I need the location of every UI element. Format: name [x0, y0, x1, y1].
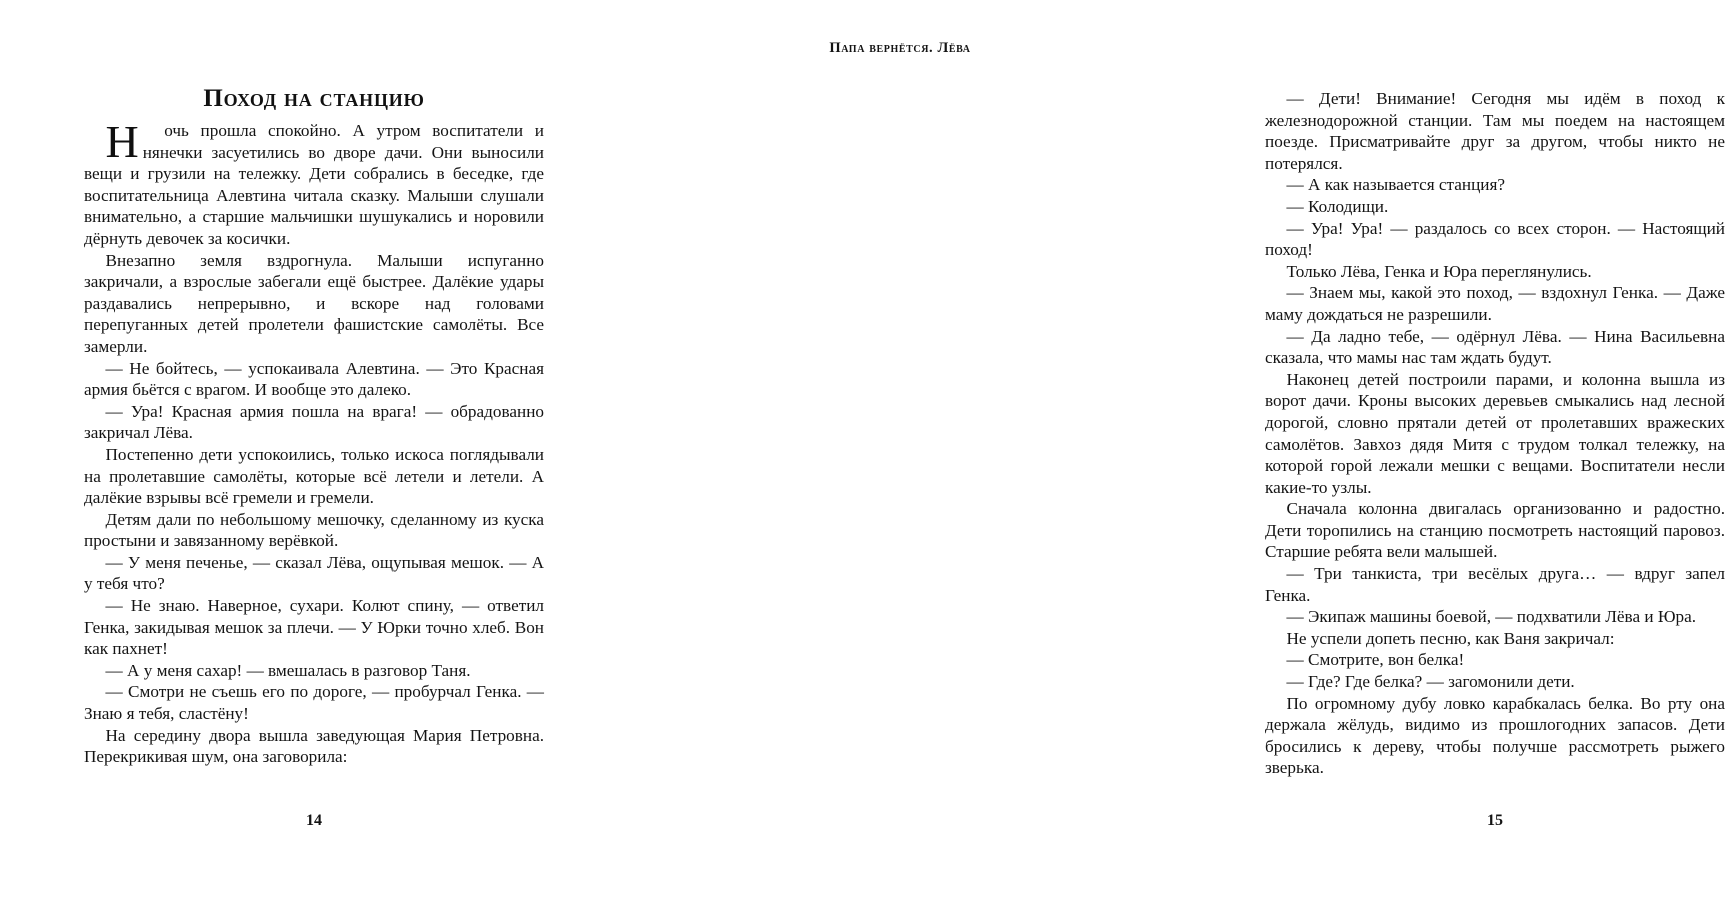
paragraph: — Ура! Красная армия пошла на врага! — обрадованно закричал Лёва. — [84, 401, 544, 443]
page-number-left: 14 — [306, 812, 322, 829]
paragraph: — Экипаж машины боевой, — подхватили Лёва и Юра. — [1286, 607, 1697, 627]
paragraph: — Три танкиста, три весёлых друга… — вдруг запел Генка. — [1265, 564, 1725, 605]
paragraph: Только Лёва, Генка и Юра переглянулись. — [1286, 261, 1592, 281]
chapter-title: Поход на станцию — [203, 84, 425, 112]
drop-cap-letter: Н — [105, 116, 139, 167]
paragraph: — А у меня сахар! — вмешалась в разговор Таня. — [105, 660, 471, 680]
paragraph: — Не знаю. Наверное, сухари. Колют спину, — ответил Генка, закидывая мешок за плечи. — У Юрки точно хлеб. Вон как пахнет! — [84, 596, 544, 659]
paragraph: Наконец детей построили парами, и колонна вышла из ворот дачи. Кроны высоких деревьев смыкались над лесной дорогой, словно прятали детей от пролетавших вражеских самолётов. Завхоз дядя Митя с трудом толкал тележку, на которой горой лежали мешки с вещами. Воспитатели несли какие-то узлы. — [1265, 369, 1725, 497]
paragraph: — Смотри не съешь его по дороге, — пробурчал Генка. — Знаю я тебя, сластёну! — [84, 682, 544, 724]
paragraph: — Дети! Внимание! Сегодня мы идём в поход к железнодорожной станции. Там мы поедем на настоящем поезде. Присматривайте друг за другом, чтобы никто не потерялся. — [1265, 89, 1725, 173]
paragraph-dropcap — [84, 116, 544, 250]
paragraph: — У меня печенье, — сказал Лёва, ощупывая мешок. — А у тебя что? — [84, 552, 544, 594]
paragraph: Не успели допеть песню, как Ваня закричал: — [1286, 628, 1615, 648]
body-column-right — [1265, 88, 1725, 779]
paragraph: — Колодищи. — [1286, 196, 1389, 216]
paragraph: — А как называется станция? — [1286, 175, 1506, 195]
paragraph: Детям дали по небольшому мешочку, сделанному из куска простыни и завязанному верёвкой. — [84, 509, 544, 551]
running-head-right: Папа вернётся. Лёва — [829, 40, 971, 56]
paragraph: — Знаем мы, какой это поход, — вздохнул Генка. — Даже маму дождаться не разрешили. — [1265, 283, 1725, 324]
body-column-left — [84, 116, 544, 768]
paragraph: Сначала колонна двигалась организованно и радостно. Дети торопились на станцию посмотреть настоящий паровоз. Старшие ребята вели малышей. — [1265, 499, 1725, 562]
paragraph: — Где? Где белка? — загомонили дети. — [1286, 672, 1575, 692]
paragraph: Внезапно земля вздрогнула. Малыши испуганно закричали, а взрослые забегали ещё быстрее. Далёкие удары раздавались непрерывно, и вскоре над головами перепуганных детей пролетели фашистские самолёты. Все замерли. — [84, 250, 544, 356]
paragraph: — Не бойтесь, — успокаивала Алевтина. — Это Красная армия бьётся с врагом. И вообще это далеко. — [84, 358, 544, 400]
page-right — [600, 0, 1725, 900]
paragraph: — Смотрите, вон белка! — [1286, 650, 1465, 670]
paragraph: Постепенно дети успокоились, только искоса поглядывали на пролетавшие самолёты, которые всё летели и летели. А далёкие взрывы всё гремели и гремели. — [84, 444, 544, 508]
paragraph: — Да ладно тебе, — одёрнул Лёва. — Нина Васильевна сказала, что мамы нас там ждать будут. — [1265, 326, 1725, 368]
paragraph: По огромному дубу ловко карабкалась белка. Во рту она держала жёлудь, видимо из прошлогодних запасов. Дети бросились к дереву, чтобы получше рассмотреть рыжего зверька. — [1265, 693, 1725, 778]
paragraph: — Ура! Ура! — раздалось со всех сторон. — Настоящий поход! — [1265, 218, 1725, 260]
page-left — [0, 0, 600, 900]
paragraph: На середину двора вышла заведующая Мария Петровна. Перекрикивая шум, она заговорила: — [84, 725, 544, 767]
paragraph-text: очь прошла спокойно. А утром воспитатели и нянечки засуетились во дворе дачи. Они выносили вещи и грузили на тележку. Дети собрались в беседке, где воспитательница Алевтина читала сказку. Малыши слушали внимательно, а старшие мальчишки шушукались и норовили дёрнуть девочек за косички. — [84, 121, 544, 248]
page-number-right: 15 — [1487, 812, 1503, 829]
